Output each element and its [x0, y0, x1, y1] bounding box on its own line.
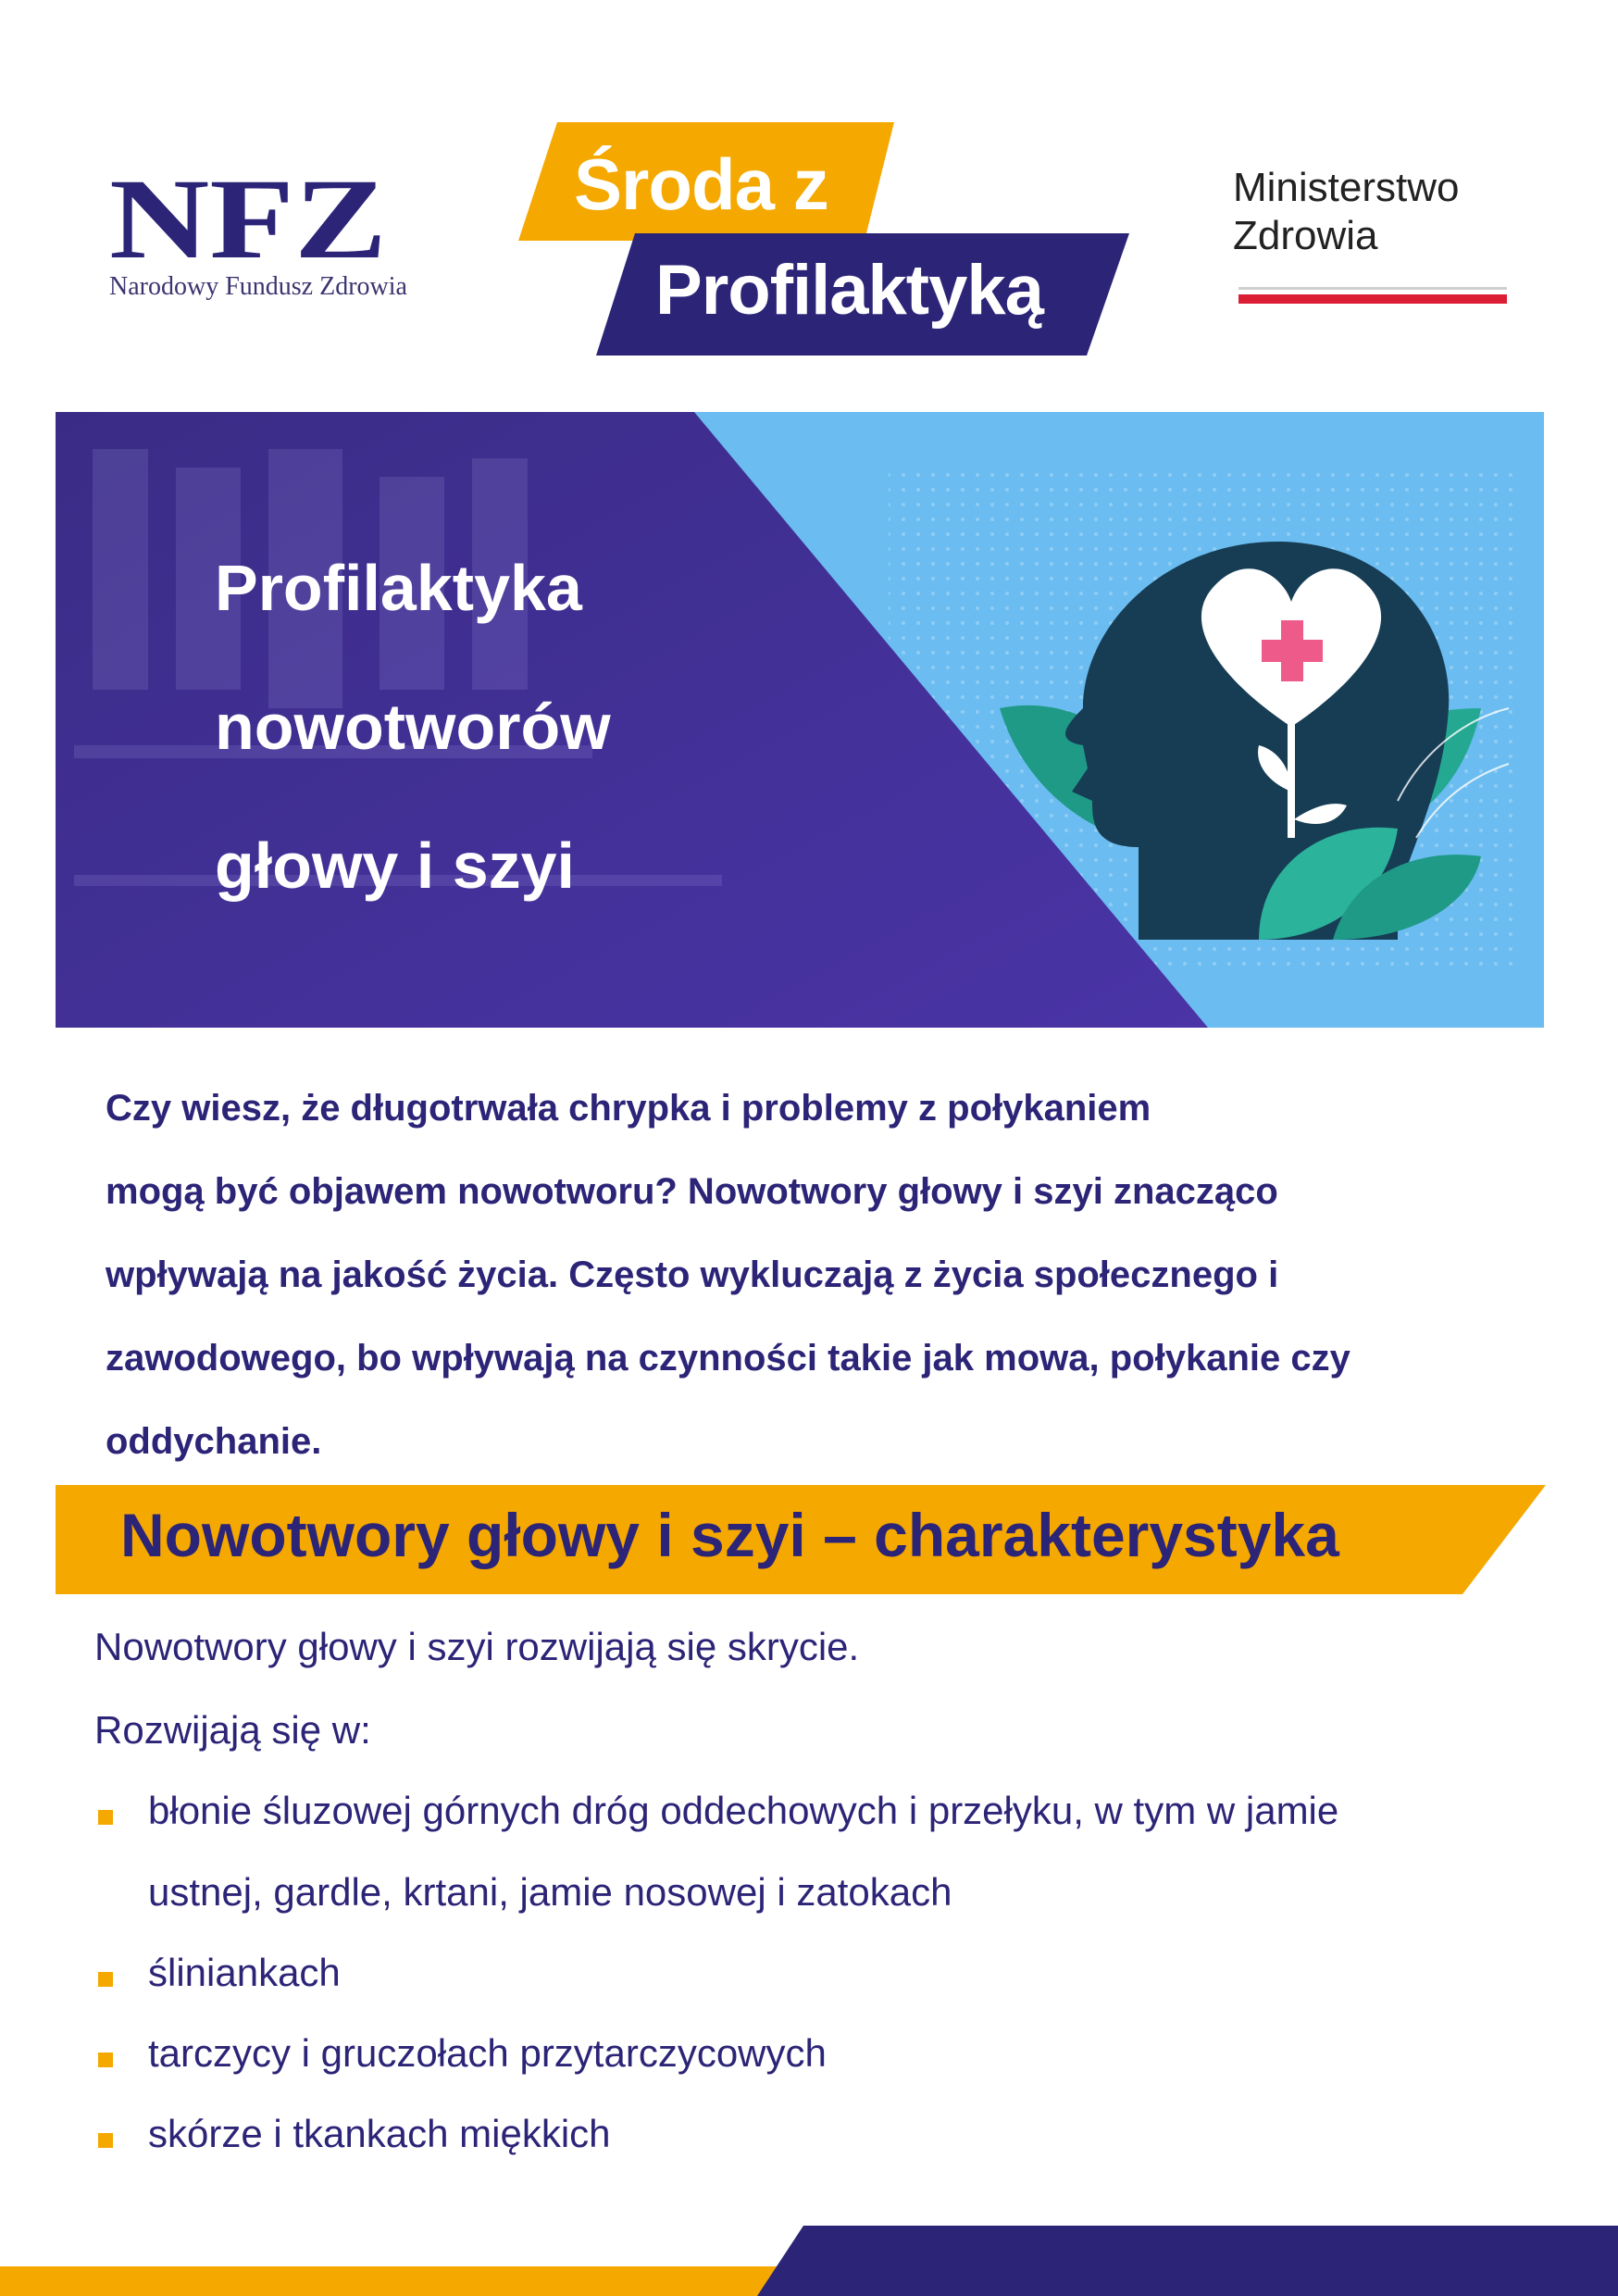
bullet-square-icon: [98, 1810, 113, 1825]
nfz-letters: NFZ: [109, 167, 387, 268]
bullet-square-icon: [98, 2133, 113, 2148]
list-item: [94, 1789, 1538, 1872]
ministry-line2: Zdrowia: [1233, 213, 1378, 258]
intro-paragraph: [106, 1067, 1512, 1483]
intro-line-2: mogą być objawem nowotworu? Nowotwory głowy i szyi znacząco: [106, 1171, 1278, 1212]
list-item-text: skórze i tkankach miękkich: [148, 2112, 611, 2155]
list-item: [94, 1951, 1538, 2034]
bullet-square-icon: [98, 2053, 113, 2067]
nfz-subtitle: Narodowy Fundusz Zdrowia: [109, 272, 407, 301]
ministry-grey-line: [1238, 287, 1507, 290]
nfz-logo: [109, 167, 461, 315]
intro-line-1: Czy wiesz, że długotrwała chrypka i problemy z połykaniem: [106, 1088, 1151, 1129]
banner-title-line1: Profilaktyka: [215, 552, 582, 624]
ministry-logo: [1233, 165, 1511, 313]
intro-line-3: wpływają na jakość życia. Często wykluczają z życia społecznego i: [106, 1254, 1279, 1295]
list-item-text: śliniankach: [148, 1951, 341, 1994]
ministry-line1: Ministerstwo: [1233, 165, 1460, 210]
intro-line-5: oddychanie.: [106, 1421, 322, 1462]
nfz-wordmark-icon: [109, 167, 461, 268]
head-with-heart-illustration: [1000, 523, 1509, 940]
intro-line-4: zawodowego, bo wpływają na czynności takie jak mowa, połykanie czy: [106, 1338, 1350, 1379]
list-item: [94, 2112, 1538, 2195]
section-paragraph-2: Rozwijają się w:: [94, 1708, 371, 1752]
list-item-text: błonie śluzowej górnych dróg oddechowych i przełyku, w tym w jamie: [148, 1789, 1339, 1832]
ministry-red-line: [1238, 294, 1507, 304]
list-item-text: ustnej, gardle, krtani, jamie nosowej i zatokach: [148, 1870, 952, 1914]
banner-title-line3: głowy i szyi: [215, 830, 575, 902]
banner-title-line2: nowotworów: [215, 691, 611, 763]
campaign-logo: [518, 119, 1139, 359]
list-item: [94, 2031, 1538, 2115]
bullet-square-icon: [98, 1972, 113, 1987]
footer-stripes: [0, 2226, 1618, 2296]
campaign-line1: Środa z: [574, 144, 828, 225]
campaign-line2: Profilaktyką: [655, 251, 1043, 330]
list-item-continuation: [94, 1870, 1538, 1953]
list-item-text: tarczycy i gruczołach przytarczycowych: [148, 2031, 827, 2075]
section-paragraph-1: Nowotwory głowy i szyi rozwijają się skrycie.: [94, 1625, 860, 1668]
hero-banner: [56, 412, 1544, 1028]
section-title: Nowotwory głowy i szyi – charakterystyka: [120, 1501, 1339, 1569]
